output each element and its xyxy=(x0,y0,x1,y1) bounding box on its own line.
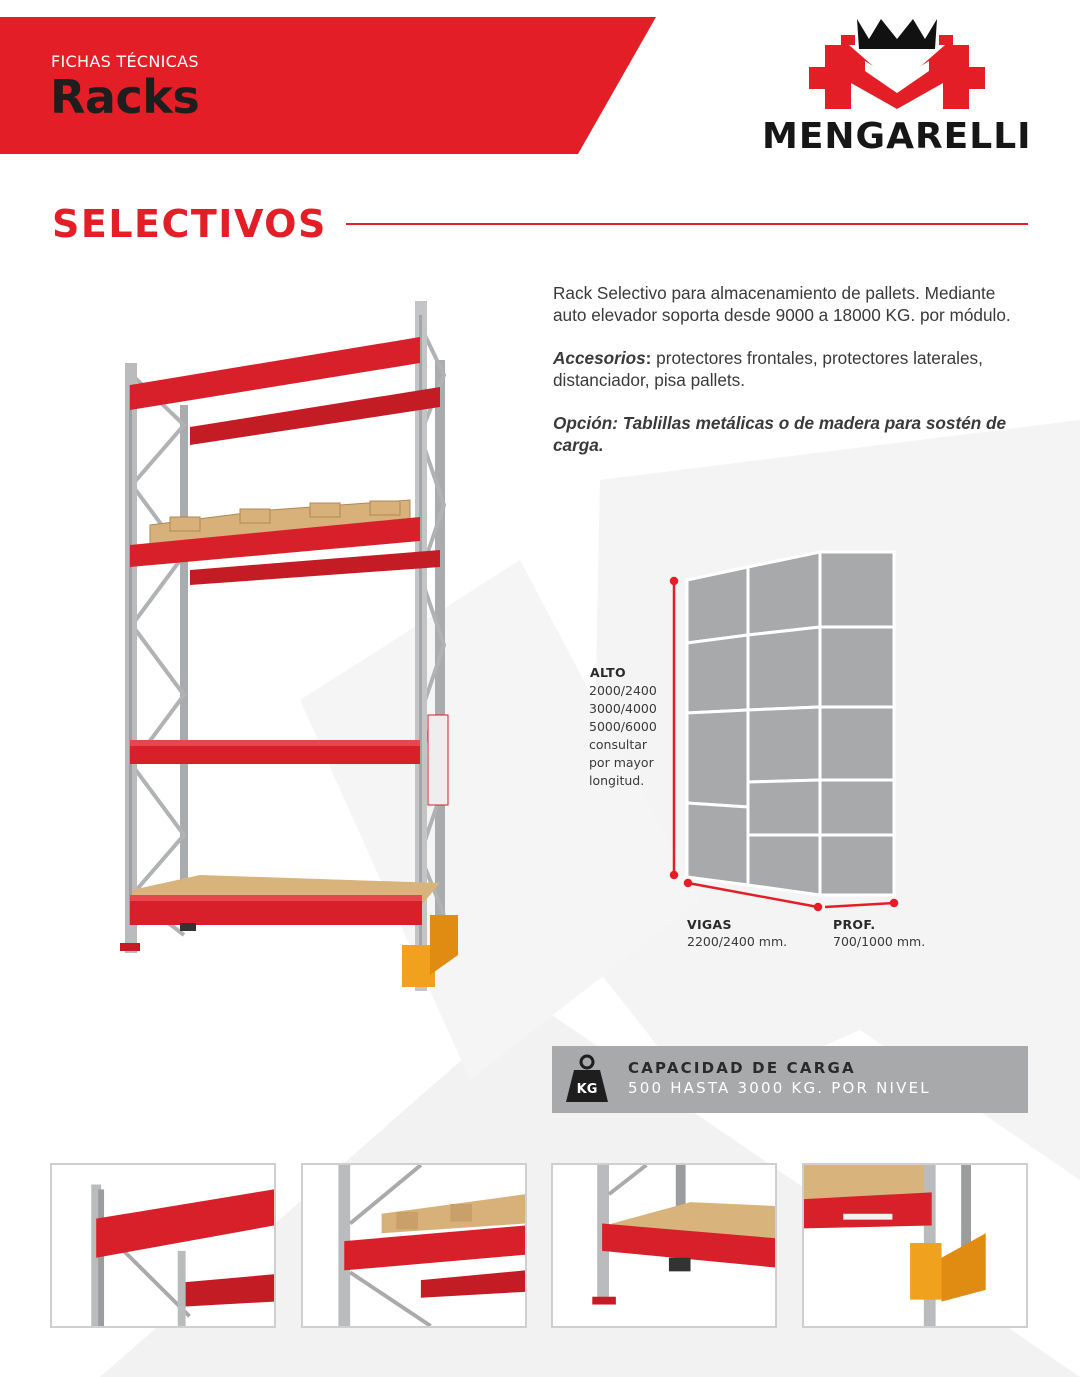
vigas-value: 2200/2400 mm. xyxy=(687,934,788,949)
kg-weight-icon xyxy=(564,1054,610,1104)
mengarelli-logo xyxy=(805,15,990,115)
description-paragraph: Rack Selectivo para almacenamiento de pallets. Mediante auto elevador soporta desde 9000 a 18000 KG. por módulo. xyxy=(553,283,1011,325)
detail-thumbnail-protector xyxy=(802,1163,1028,1328)
alto-value: por mayor xyxy=(589,755,654,770)
alto-value: 5000/6000 xyxy=(589,719,657,734)
logo-crown-icon xyxy=(857,19,937,49)
opcion-text: Tablillas metálicas o de madera para sostén de carga. xyxy=(553,413,1007,455)
detail-thumbnail-beam xyxy=(50,1163,276,1328)
capacity-subtitle: 500 HASTA 3000 KG. POR NIVEL xyxy=(628,1079,931,1097)
capacity-title: CAPACIDAD DE CARGA xyxy=(628,1059,856,1077)
capacity-banner xyxy=(552,1046,1028,1113)
alto-value: longitud. xyxy=(589,773,645,788)
accesorios-paragraph: Accesorios: protectores frontales, protectores laterales, distanciador, pisa pallets. xyxy=(553,348,983,390)
opcion-paragraph: Opción: Tablillas metálicas o de madera para sostén de carga. xyxy=(553,413,1007,455)
header-title: Racks xyxy=(50,70,200,124)
header-subtitle: FICHAS TÉCNICAS xyxy=(51,52,199,71)
prof-value: 700/1000 mm. xyxy=(833,934,926,949)
rack-product-image xyxy=(110,295,470,995)
section-divider xyxy=(346,223,1028,225)
alto-label: ALTO xyxy=(590,665,626,680)
prof-label: PROF. xyxy=(833,917,876,932)
alto-value: consultar xyxy=(589,737,648,752)
vigas-label: VIGAS xyxy=(687,917,732,932)
accesorios-label: Accesorios xyxy=(553,348,646,368)
kg-icon-text: KG xyxy=(576,1082,598,1097)
product-description xyxy=(553,283,1023,478)
detail-thumbnail-deck xyxy=(551,1163,777,1328)
opcion-label: Opción xyxy=(553,413,613,433)
accesorios-text: protectores frontales, protectores laterales, distanciador, pisa pallets. xyxy=(553,348,983,390)
alto-values xyxy=(589,682,657,790)
detail-thumbnail-pallet xyxy=(301,1163,527,1328)
rack-dimension-diagram xyxy=(660,545,910,915)
alto-value: 3000/4000 xyxy=(589,701,657,716)
alto-value: 2000/2400 xyxy=(589,683,657,698)
logo-wordmark: MENGARELLI xyxy=(762,116,1032,157)
section-title: SELECTIVOS xyxy=(52,202,327,246)
